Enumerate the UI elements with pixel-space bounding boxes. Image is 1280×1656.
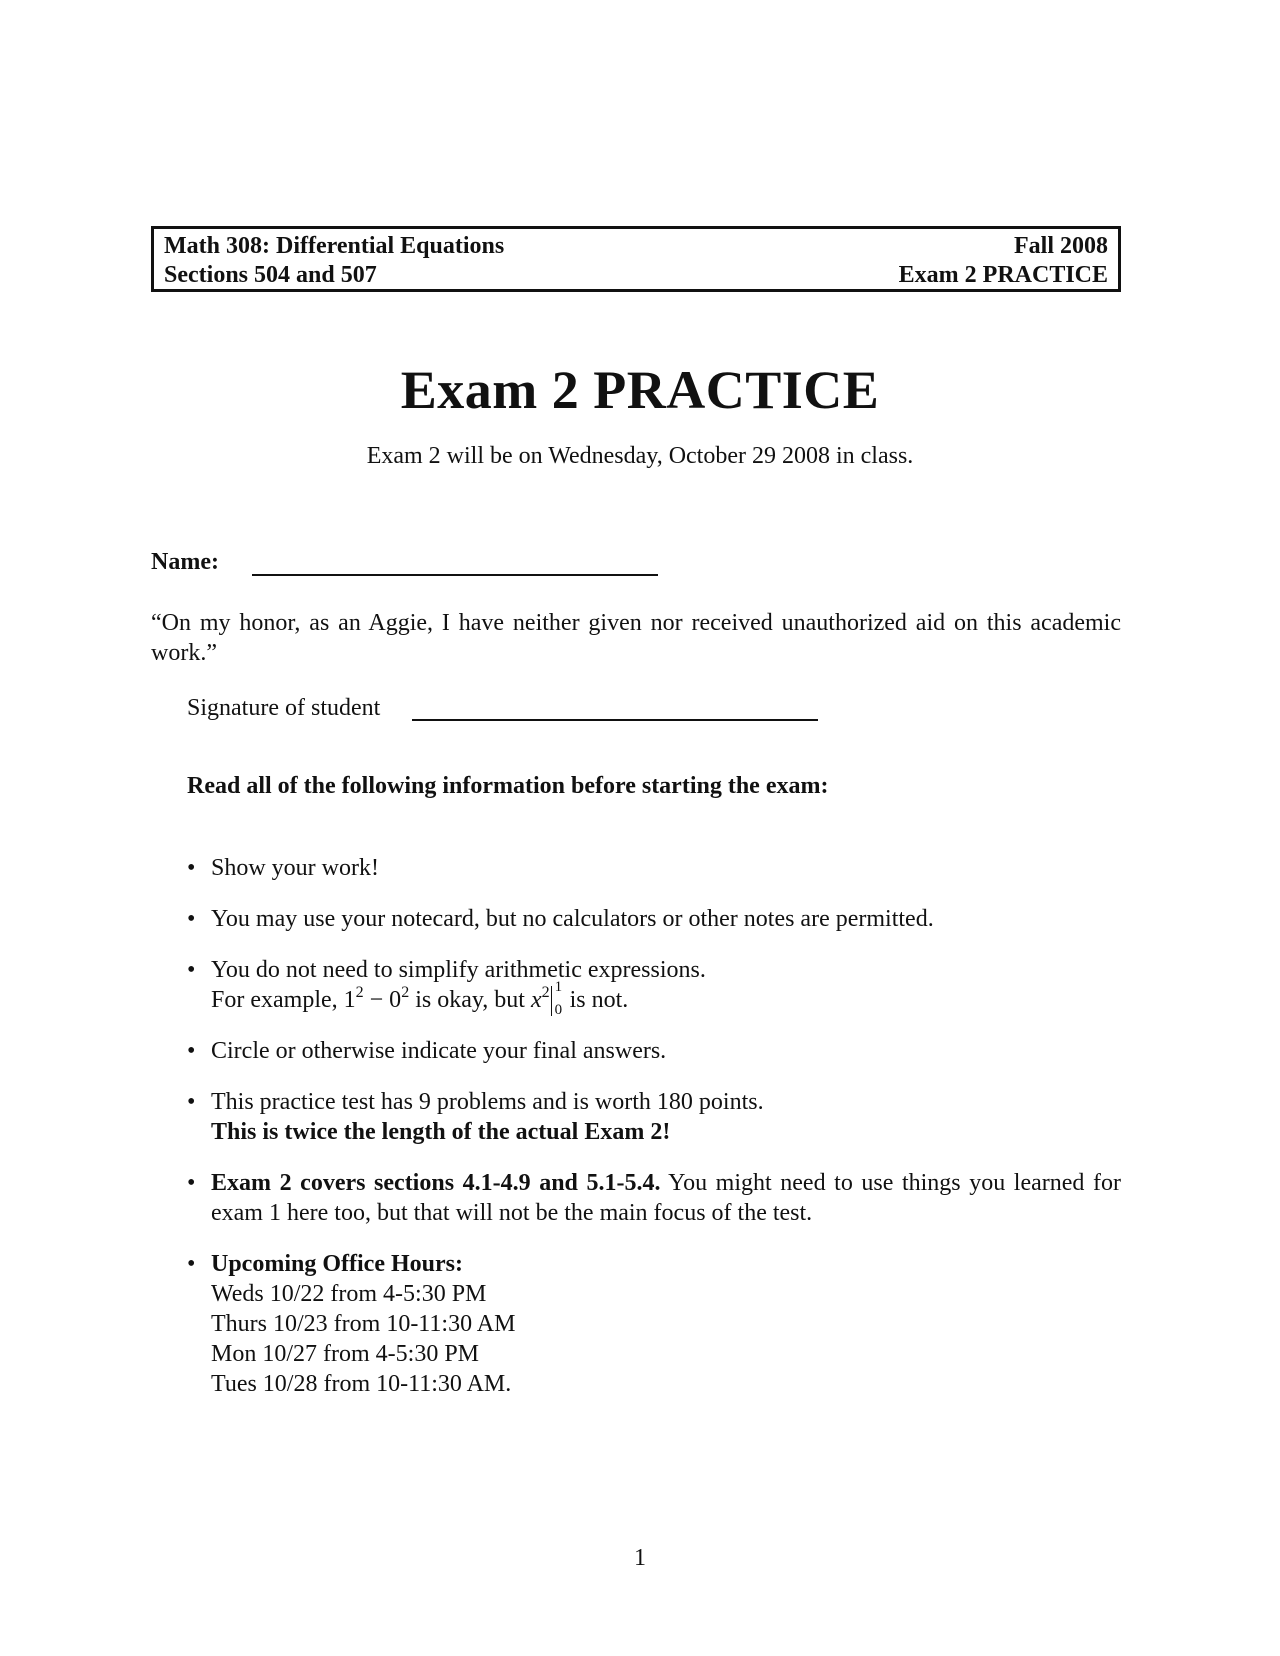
evaluation-lower-limit: 0 bbox=[554, 1002, 563, 1018]
list-item bbox=[187, 1168, 1121, 1228]
office-hours-entry: Thurs 10/23 from 10-11:30 AM bbox=[211, 1311, 516, 1337]
signature-label: Signature of student bbox=[187, 695, 381, 721]
signature-blank-line[interactable] bbox=[412, 719, 818, 721]
example-prefix: For example, 1 bbox=[211, 987, 356, 1013]
office-hours-heading: Upcoming Office Hours: bbox=[211, 1251, 463, 1277]
office-hours-entry: Mon 10/27 from 4-5:30 PM bbox=[211, 1341, 480, 1367]
header-row-1 bbox=[164, 231, 1108, 261]
example-exponent: 2 bbox=[541, 984, 550, 1001]
list-item bbox=[187, 904, 1121, 934]
bullet-icon: • bbox=[187, 1038, 196, 1064]
instruction-text: Show your work! bbox=[211, 855, 379, 881]
sections-label: Sections 504 and 507 bbox=[164, 262, 377, 288]
example-exponent: 2 bbox=[401, 984, 410, 1001]
instructions-list bbox=[187, 853, 1121, 1420]
example-variable: x bbox=[530, 987, 542, 1013]
name-label: Name: bbox=[151, 549, 219, 575]
evaluation-bar-line bbox=[551, 986, 552, 1016]
exam-label: Exam 2 PRACTICE bbox=[898, 262, 1108, 288]
bullet-icon: • bbox=[187, 906, 196, 932]
bullet-icon: • bbox=[187, 855, 196, 881]
honor-code-statement: “On my honor, as an Aggie, I have neither given nor received unauthorized aid on this academic work.” bbox=[151, 610, 1121, 666]
example-exponent: 2 bbox=[355, 984, 364, 1001]
example-minus: − 0 bbox=[363, 987, 402, 1013]
instructions-heading: Read all of the following information before starting the exam: bbox=[187, 773, 829, 799]
list-item bbox=[187, 1036, 1121, 1066]
instruction-text: Circle or otherwise indicate your final answers. bbox=[211, 1038, 667, 1064]
arithmetic-example bbox=[211, 979, 1121, 1018]
list-item bbox=[187, 1087, 1121, 1147]
bullet-icon: • bbox=[187, 1170, 196, 1196]
bullet-icon: • bbox=[187, 1089, 196, 1115]
list-item bbox=[187, 1249, 1121, 1399]
coverage-sections: Exam 2 covers sections 4.1-4.9 and 5.1-5.4. bbox=[211, 1170, 661, 1196]
instruction-text: This practice test has 9 problems and is worth 180 points. bbox=[211, 1089, 764, 1115]
list-item bbox=[187, 955, 1121, 1018]
page-number: 1 bbox=[634, 1545, 646, 1571]
bullet-icon: • bbox=[187, 957, 196, 983]
office-hours-entry: Tues 10/28 from 10-11:30 AM. bbox=[211, 1371, 512, 1397]
example-suffix: is not. bbox=[563, 987, 629, 1013]
length-warning: This is twice the length of the actual Exam 2! bbox=[211, 1119, 671, 1145]
coverage-text bbox=[211, 1168, 1121, 1228]
exam-date-note: Exam 2 will be on Wednesday, October 29 2008 in class. bbox=[366, 443, 914, 469]
coverage-note: You might need to use things you learned for exam 1 here too, but that will not be the main focus of the test. bbox=[211, 1170, 1121, 1226]
example-middle: is okay, but bbox=[409, 987, 531, 1013]
bullet-icon: • bbox=[187, 1251, 196, 1277]
evaluation-upper-limit: 1 bbox=[554, 979, 563, 995]
instruction-text: You do not need to simplify arithmetic expressions. bbox=[211, 957, 706, 983]
instruction-text: You may use your notecard, but no calculators or other notes are permitted. bbox=[211, 906, 934, 932]
header-row-2 bbox=[164, 260, 1108, 290]
evaluation-bar bbox=[550, 979, 564, 1018]
name-blank-line[interactable] bbox=[252, 574, 658, 576]
course-header-box bbox=[151, 226, 1121, 292]
list-item bbox=[187, 853, 1121, 883]
term-label: Fall 2008 bbox=[1014, 233, 1108, 259]
course-title: Math 308: Differential Equations bbox=[164, 233, 505, 259]
page-title: Exam 2 PRACTICE bbox=[400, 360, 880, 420]
office-hours-entry: Weds 10/22 from 4-5:30 PM bbox=[211, 1281, 487, 1307]
